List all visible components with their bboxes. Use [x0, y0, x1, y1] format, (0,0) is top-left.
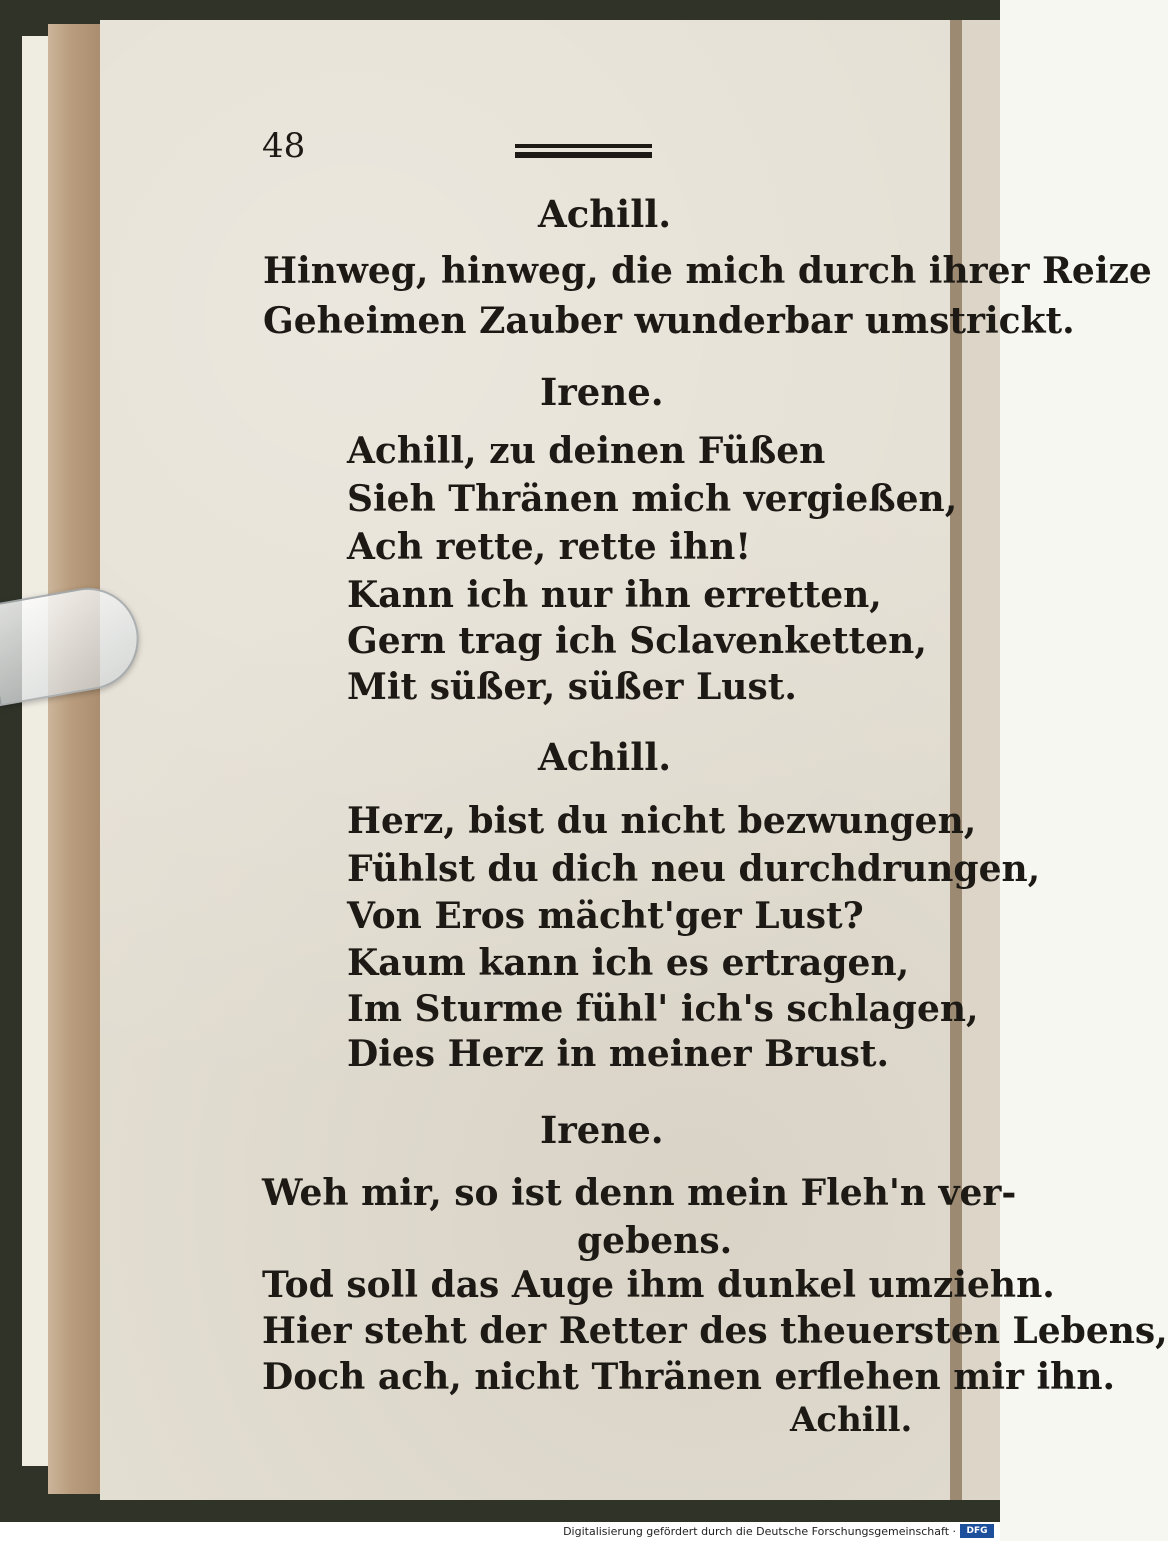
speaker-heading: Achill. — [538, 735, 672, 779]
dfg-logo-icon: DFG — [960, 1524, 994, 1538]
verse-line: Herz, bist du nicht bezwungen, — [347, 800, 977, 842]
verse-line: Achill, zu deinen Füßen — [347, 430, 826, 472]
verse-line: Mit süßer, süßer Lust. — [347, 666, 797, 708]
verse-line: Tod soll das Auge ihm dunkel umziehn. — [262, 1264, 1055, 1306]
verse-line: Geheimen Zauber wunderbar umstrickt. — [263, 300, 1075, 342]
verse-line: Kann ich nur ihn erretten, — [347, 574, 882, 616]
verse-line: Ach rette, rette ihn! — [347, 526, 752, 568]
speaker-heading: Irene. — [540, 370, 664, 414]
speaker-heading: Irene. — [540, 1108, 664, 1152]
funding-credit: Digitalisierung gefördert durch die Deutsche Forschungsgemeinschaft · — [563, 1525, 956, 1538]
catchword: Achill. — [790, 1400, 913, 1440]
header-rule-thick — [515, 152, 652, 158]
verse-line: Dies Herz in meiner Brust. — [347, 1033, 890, 1075]
verse-line: Kaum kann ich es ertragen, — [347, 942, 910, 984]
verse-line: Gern trag ich Sclavenketten, — [347, 620, 927, 662]
page-number: 48 — [262, 126, 306, 166]
header-rule-thin — [515, 144, 652, 148]
verse-line: Doch ach, nicht Thränen erflehen mir ihn. — [262, 1356, 1116, 1398]
verse-line-continuation: gebens. — [577, 1220, 733, 1262]
verse-line: Im Sturme fühl' ich's schlagen, — [347, 988, 979, 1030]
verse-line: Hier steht der Retter des theuersten Lebens, — [262, 1310, 1168, 1352]
verse-line: Weh mir, so ist denn mein Fleh'n ver- — [262, 1172, 1017, 1214]
verse-line: Fühlst du dich neu durchdrungen, — [347, 848, 1041, 890]
book-spine — [48, 24, 106, 1494]
verse-line: Sieh Thränen mich vergießen, — [347, 478, 958, 520]
verse-line: Von Eros mächt'ger Lust? — [347, 895, 864, 937]
speaker-heading: Achill. — [538, 192, 672, 236]
verse-line: Hinweg, hinweg, die mich durch ihrer Reize — [263, 250, 1152, 292]
